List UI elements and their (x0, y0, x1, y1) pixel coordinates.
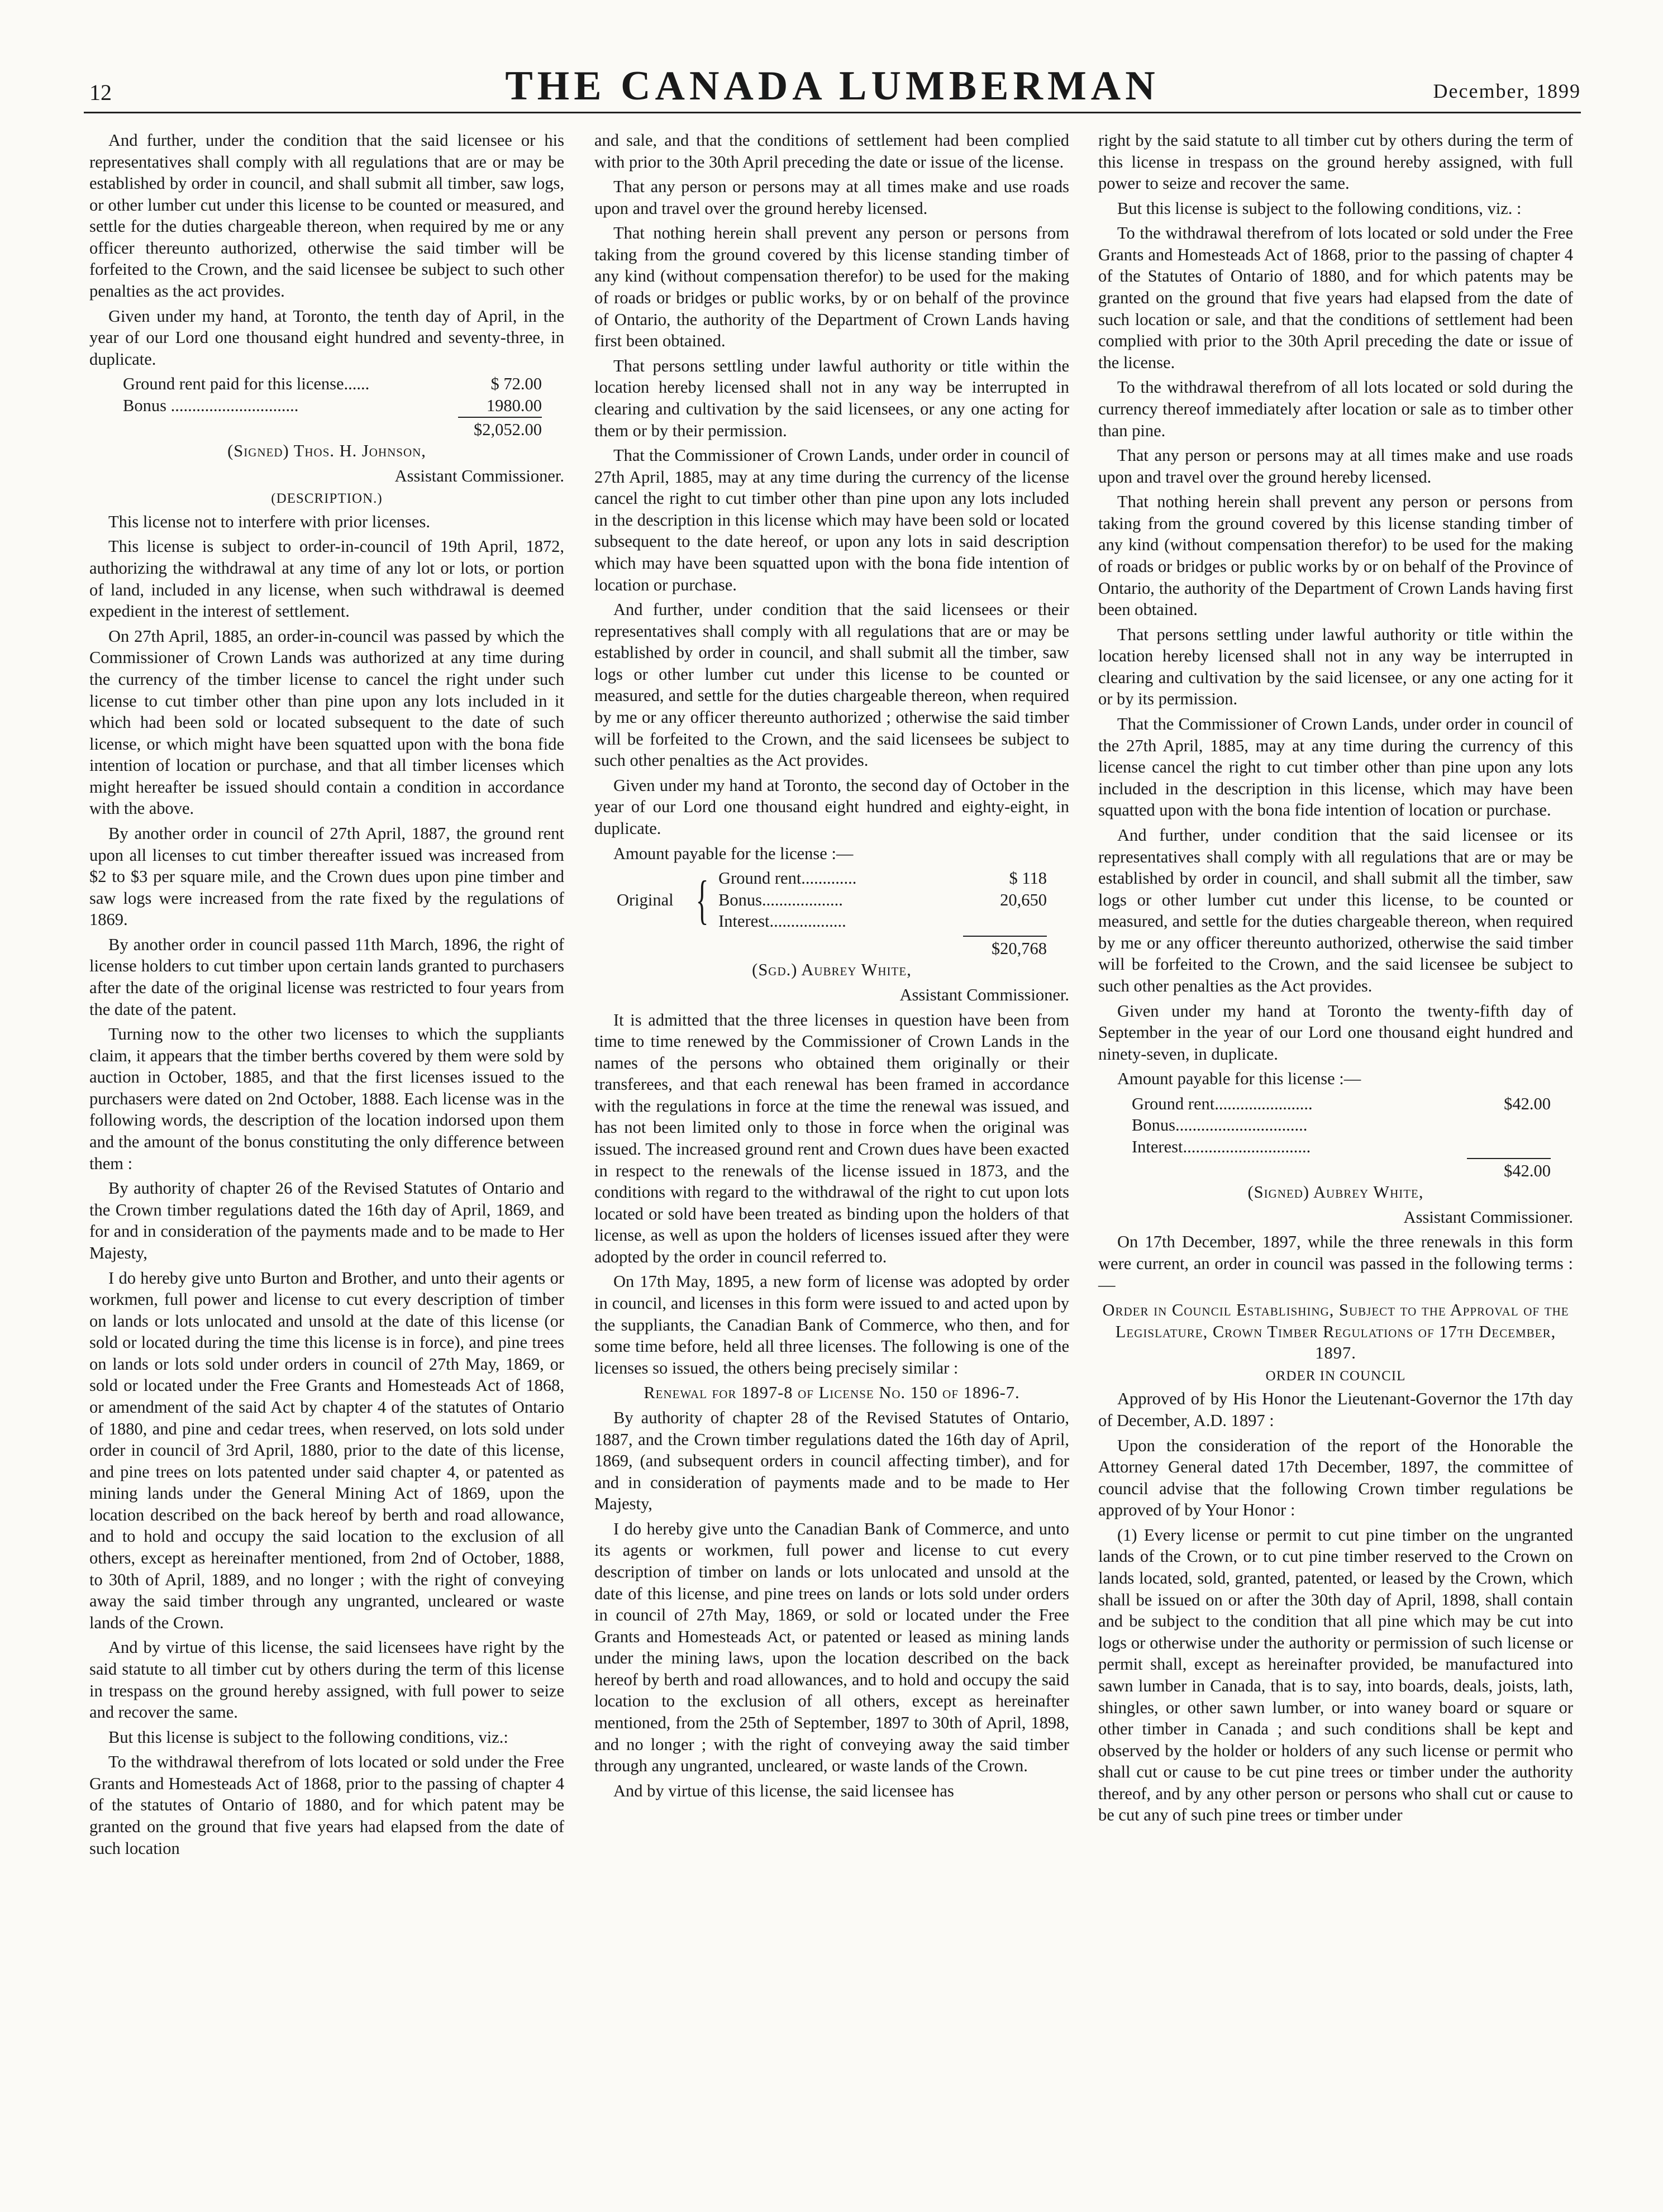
fee-row-interest: Interest.................. (718, 912, 846, 931)
renewal-heading: Renewal for 1897-8 of License No. 150 of 1896-7. (644, 1383, 1020, 1403)
fee-row-interest: Interest.............................. (1132, 1137, 1311, 1157)
fee-row-ground-rent: Ground rent....................... $42.00 (1132, 1094, 1551, 1113)
paragraph: On 17th December, 1897, while the three renewals in this form were current, an order in council was passed in the following terms :— (1098, 1232, 1573, 1295)
paragraph: Turning now to the other two licenses to which the suppliants claim, it appears that the timber berths covered by them were sold by auction in October, 1885, and that the first licenses issued to the purchasers were dated on 2nd October, 1888. Each license was in the following words, the description of the location indorsed upon them and the amount of the bonus constituting the only difference between them : (89, 1024, 564, 1173)
fee-value: $ 72.00 (490, 374, 542, 394)
amount-intro: Amount payable for the license :— (613, 843, 854, 863)
fee-total: $20,768 (594, 936, 1069, 960)
paragraph: And by virtue of this license, the said licensees have right by the said statute to all timber cut by others during the term of this license in trespass on the ground hereby assigned, with full power to seize and recover the same. (89, 1638, 564, 1722)
paragraph: On 17th May, 1895, a new form of license was adopted by order in council, and licenses in this form were issued to and acted upon by the suppliants, the Canadian Bank of Commerce, who then, and for some time before, held all three licenses. The following is one of the licenses so issued, the others being precisely similar : (594, 1272, 1069, 1377)
paragraph: To the withdrawal therefrom of lots located or sold under the Free Grants and Homesteads Act of 1868, prior to the passing of chapter 4 of the statutes of Ontario of 1880, and for which patent may be granted on the ground that five years had elapsed from the date of such location (89, 1752, 564, 1858)
paragraph: By another order in council of 27th April, 1887, the ground rent upon all licenses to cut timber thereafter issued was increased from $2 to $3 per square mile, and the Crown dues upon pine timber and saw logs were increased from the rate fixed by the regulations of 1869. (89, 823, 564, 929)
paragraph: I do hereby give unto the Canadian Bank of Commerce, and unto its agents or workmen, full power and license to cut every description of timber on lands or lots unlocated and unsold at the date of this license, and pine trees on lands or lots sold under orders in council of 27th May, 1869, or sold or located under the Free Grants and Homesteads Act, or patented or leased as mining lands under the mining laws, upon the location described on the back hereof by berth and road allowances, and to hold and occupy the said location to the exclusion of all others, except as hereinafter mentioned, from the 25th of September, 1897 to 30th of April, 1898, and no longer ; with the right of conveying away the said timber through any ungranted, uncleared, or waste lands of the Crown. (594, 1519, 1069, 1776)
fee-label: Ground rent paid for this license...... (123, 374, 370, 394)
paragraph: By authority of chapter 28 of the Revised Statutes of Ontario, 1887, and the Crown timber regulations dated the 16th day of April, 1869, (and subsequent orders in council affecting timber), and for and in consideration of payments made and to be made to Her Majesty, (594, 1408, 1069, 1514)
paragraph: This license not to interfere with prior licenses. (108, 512, 430, 531)
signature-title: Assistant Commissioner. (899, 985, 1069, 1004)
signature: (Signed) Thos. H. Johnson, (227, 441, 426, 461)
paragraph: Given under my hand, at Toronto, the tenth day of April, in the year of our Lord one thousand eight hundred and seventy-three, in duplicate. (89, 306, 564, 369)
paragraph: It is admitted that the three licenses in question have been from time to time renewed by the Commissioner of Crown Lands in the names of the persons who obtained them originally or their transferees, and that each renewal has been framed in accordance with the regulations in force at the time the renewal was issued, and has not been limited only to those in force when the original was issued. The increased ground rent and Crown dues have been exacted in respect to the renewals of the license issued in 1873, and the conditions with regard to the withdrawal of the right to cut upon lots located or sold have been treated as binding upon the holders of that license, as well as upon the holders of licenses issued after they were adopted by the order in council referred to. (594, 1010, 1069, 1266)
original-label: Original (617, 890, 674, 909)
fee-row-ground-rent (89, 373, 564, 395)
paragraph: Given under my hand at Toronto the twenty-fifth day of September in the year of our Lord one thousand eight hundred and ninety-seven, in duplicate. (1098, 1001, 1573, 1064)
paragraph: But this license is subject to the following conditions, viz.: (108, 1727, 508, 1747)
page-number: 12 (89, 80, 112, 105)
paragraph: (1) Every license or permit to cut pine timber on the ungranted lands of the Crown, or to cut pine timber reserved to the Crown on lands located, sold, granted, patented, or leased by the Crown, which shall be issued on or after the 30th day of April, 1898, shall contain and be subject to the condition that all pine which may be cut into logs or otherwise under the authority or permission of such license or permit shall, except as hereinafter provided, be manufactured into sawn lumber in Canada, that is to say, into boards, deals, joists, lath, shingles, or other sawn lumber, or into waney board or square or other timber in Canada ; and such conditions shall be kept and observed by the holder or holders of any such license or permit who shall cut or cause to be cut pine trees or timber under the authority thereof, and by any other person or persons who shall cut or cause to be cut any of such pine trees or timber under (1098, 1525, 1573, 1825)
paragraph: That nothing herein shall prevent any person or persons from taking from the ground covered by this license standing timber of any kind (without compensation therefor) to be used for the making of roads or bridges or public works by or on behalf of the Province of Ontario, the authority of the Department of Crown Lands having first been obtained. (1098, 492, 1573, 619)
paragraph: That any person or persons may at all times make and use roads upon and travel over the ground hereby licensed. (1098, 446, 1573, 487)
paragraph: That the Commissioner of Crown Lands, under order in council of 27th April, 1885, may at any time during the currency of the license cancel the right to cut timber other than pine upon any lots included in the description in this license which may have been sold or located subsequent to the date hereof, or upon any lots in said description which may have been squatted upon with the bona fide intention of location or purchase. (594, 446, 1069, 594)
description-label: (DESCRIPTION.) (271, 491, 383, 507)
order-subheading: ORDER IN COUNCIL (1265, 1368, 1406, 1384)
paragraph: By another order in council passed 11th March, 1896, the right of license holders to cut timber upon certain lands granted to purchasers after the date of the original license was restricted to four years from the date of the patent. (89, 935, 564, 1019)
signature-title: Assistant Commissioner. (394, 466, 564, 485)
paragraph: And by virtue of this license, the said licensee has (613, 1781, 954, 1800)
paragraph: To the withdrawal therefrom of all lots located or sold during the currency thereof immediately after location or sale as to timber other than pine. (1098, 378, 1573, 440)
signature: (Signed) Aubrey White, (1247, 1183, 1424, 1202)
paragraph: But this license is subject to the following conditions, viz. : (1117, 198, 1522, 218)
paragraph: By authority of chapter 26 of the Revised Statutes of Ontario and the Crown timber regulations dated the 16th day of April, 1869, and for and in consideration of the payments made and to be made to Her Majesty, (89, 1179, 564, 1262)
masthead-title: THE CANADA LUMBERMAN (505, 63, 1160, 109)
paragraph: That the Commissioner of Crown Lands, under order in council of the 27th April, 1885, may at any time during the currency of this license cancel the right to cut timber other than pine upon any lots included in the description in this license, which may have been squatted upon with the bona fide intention of location or purchase. (1098, 714, 1573, 820)
fee-row-bonus (89, 395, 564, 417)
paragraph: Upon the consideration of the report of the Honorable the Attorney General dated 17th December, 1897, the committee of council advise that the following Crown timber regulations be approved of by Your Honor : (1098, 1436, 1573, 1520)
brace-icon: { (695, 869, 709, 929)
fee-value: 1980.00 (486, 395, 542, 415)
paragraph: right by the said statute to all timber cut by others during the term of this license in trespass on the ground hereby assigned, with full power to seize and recover the same. (1098, 131, 1573, 193)
fee-row-bonus: Bonus................... 20,650 (718, 890, 1047, 909)
paragraph: That persons settling under lawful authority or title within the location hereby licensed shall not in any way be interrupted in clearing and cultivation by the said licensee, or any one acting for it or by its permission. (1098, 624, 1573, 709)
amount-intro: Amount payable for this license :— (1117, 1069, 1361, 1089)
paragraph: and sale, and that the conditions of settlement had been complied with prior to the 30th April preceding the date or issue of the license. (594, 131, 1069, 171)
original-fees (617, 867, 1069, 932)
column-3 (1098, 130, 1573, 1829)
paragraph: To the withdrawal therefrom of lots located or sold under the Free Grants and Homesteads Act of 1868, prior to the passing of chapter 4 of the Statutes of Ontario of 1880, and for which patents may be granted on the ground that five years had elapsed from the date of such location or sale, and that the conditions of settlement had been complied with prior to the 30th April preceding the date or issue of the license. (1098, 223, 1573, 372)
signature-title: Assistant Commissioner. (1403, 1207, 1573, 1227)
page-header (84, 63, 1581, 107)
fee-total: $42.00 (1098, 1158, 1573, 1182)
paragraph: That any person or persons may at all times make and use roads upon and travel over the ground hereby licensed. (594, 177, 1069, 218)
original-fee-lines (718, 867, 1069, 932)
paragraph: And further, under condition that the said licensee or its representatives shall comply with all regulations that are or may be established by order in council, and shall submit all the timber, saw logs or other lumber cut under this license, to be counted or measured, and settle for the duties chargeable thereon, when required by me or any officer thereunto authorized, otherwise the said timber will be forfeited to the Crown, and the said licensee be subject to such other penalties as the Act provides. (1098, 825, 1573, 995)
fee-row-ground-rent: Ground rent............. $ 118 (718, 869, 1047, 888)
paragraph: On 27th April, 1885, an order-in-council was passed by which the Commissioner of Crown Lands was authorized at any time during the currency of the timber license to cancel the right under such license to cut timber other than pine upon any lots included in it which had been sold or located subsequent to the date of such license, or which might have been squatted upon with the bona fide intention of location or purchase, and that all timber licenses which might hereafter be issued should contain a condition in accordance with the above. (89, 626, 564, 818)
paragraph: This license is subject to order-in-council of 19th April, 1872, authorizing the withdrawal at any time of any lot or lots, or portion of land, included in any license, when such withdrawal is deemed expedient in the interest of settlement. (89, 537, 564, 621)
paragraph: That persons settling under lawful authority or title within the location hereby licensed shall not in any way be interrupted in clearing and cultivation by the said licensees, or any one acting for them or by their permission. (594, 356, 1069, 440)
column-2 (594, 130, 1069, 1805)
paragraph: That nothing herein shall prevent any person or persons from taking from the ground covered by this license standing timber of any kind (without compensation therefor) to be used for the making of roads or bridges or public works, by or on behalf of the province of Ontario, the authority of the Department of Crown Lands having first been obtained. (594, 223, 1069, 351)
signature: (Sgd.) Aubrey White, (752, 960, 912, 980)
fee-total: $2,052.00 (89, 417, 564, 441)
paragraph: And further, under the condition that the said licensee or his representatives shall comply with all regulations that are or may be established by order in council, and shall submit all timber, saw logs, or other lumber cut under this license to be counted or measured, and settle for the duties chargeable thereon, when required by me or any officer thereunto authorized, otherwise the said timber will be forfeited to the Crown, and the said licensee be subject to such other penalties as the act provides. (89, 131, 564, 301)
header-rule (84, 112, 1581, 113)
paragraph: Given under my hand at Toronto, the second day of October in the year of our Lord one thousand eight hundred and eighty-eight, in duplicate. (594, 775, 1069, 838)
issue-date: December, 1899 (1433, 80, 1581, 102)
column-1 (89, 130, 564, 1862)
paragraph: I do hereby give unto Burton and Brother, and unto their agents or workmen, full power and license to cut every description of timber on lands or lots unlocated and unsold at the date of this license (or sold or located during the time this license is in force), and pine trees on lands or lots sold under orders in council of 27th May, 1869, or sold or located under the Free Grants and Homesteads Act of 1868, or amendment of the said Act by chapter 4 of the statutes of Ontario of 1880, and pine and cedar trees, when reserved, on lots sold under order in council of 3rd April, 1880, prior to the date of this license, and pine trees on lots patented under said chapter 4, or patented as mining lands under the General Mining Act of 1869, upon the location described on the back hereof by berth and road allowance, and to hold and occupy the said location to the exclusion of all others, except as hereinafter mentioned, from 2nd of October, 1888, to 30th of April, 1889, and no longer ; with the right of conveying away the said timber through any ungranted, uncleared or waste lands of the Crown. (89, 1268, 564, 1632)
paragraph: Approved of by His Honor the Lieutenant-Governor the 17th day of December, A.D. 1897 : (1098, 1389, 1573, 1430)
fee-row-bonus: Bonus............................... (1132, 1115, 1308, 1135)
fee-label: Bonus .............................. (123, 395, 299, 415)
paragraph: And further, under condition that the said licensees or their representatives shall comply with all regulations that are or may be established by order in council, and shall submit all the timber, saw logs or other lumber cut under this license to be counted or measured, and settle for the duties chargeable thereon, when required by me or any officer thereunto authorized ; otherwise the said timber will be forfeited to the Crown, and the said licensees be subject to such other penalties as the Act provides. (594, 600, 1069, 770)
order-heading: Order in Council Establishing, Subject to the Approval of the Legislature, Crown Timber Regulations of 17th December, 1897. (1102, 1300, 1569, 1363)
